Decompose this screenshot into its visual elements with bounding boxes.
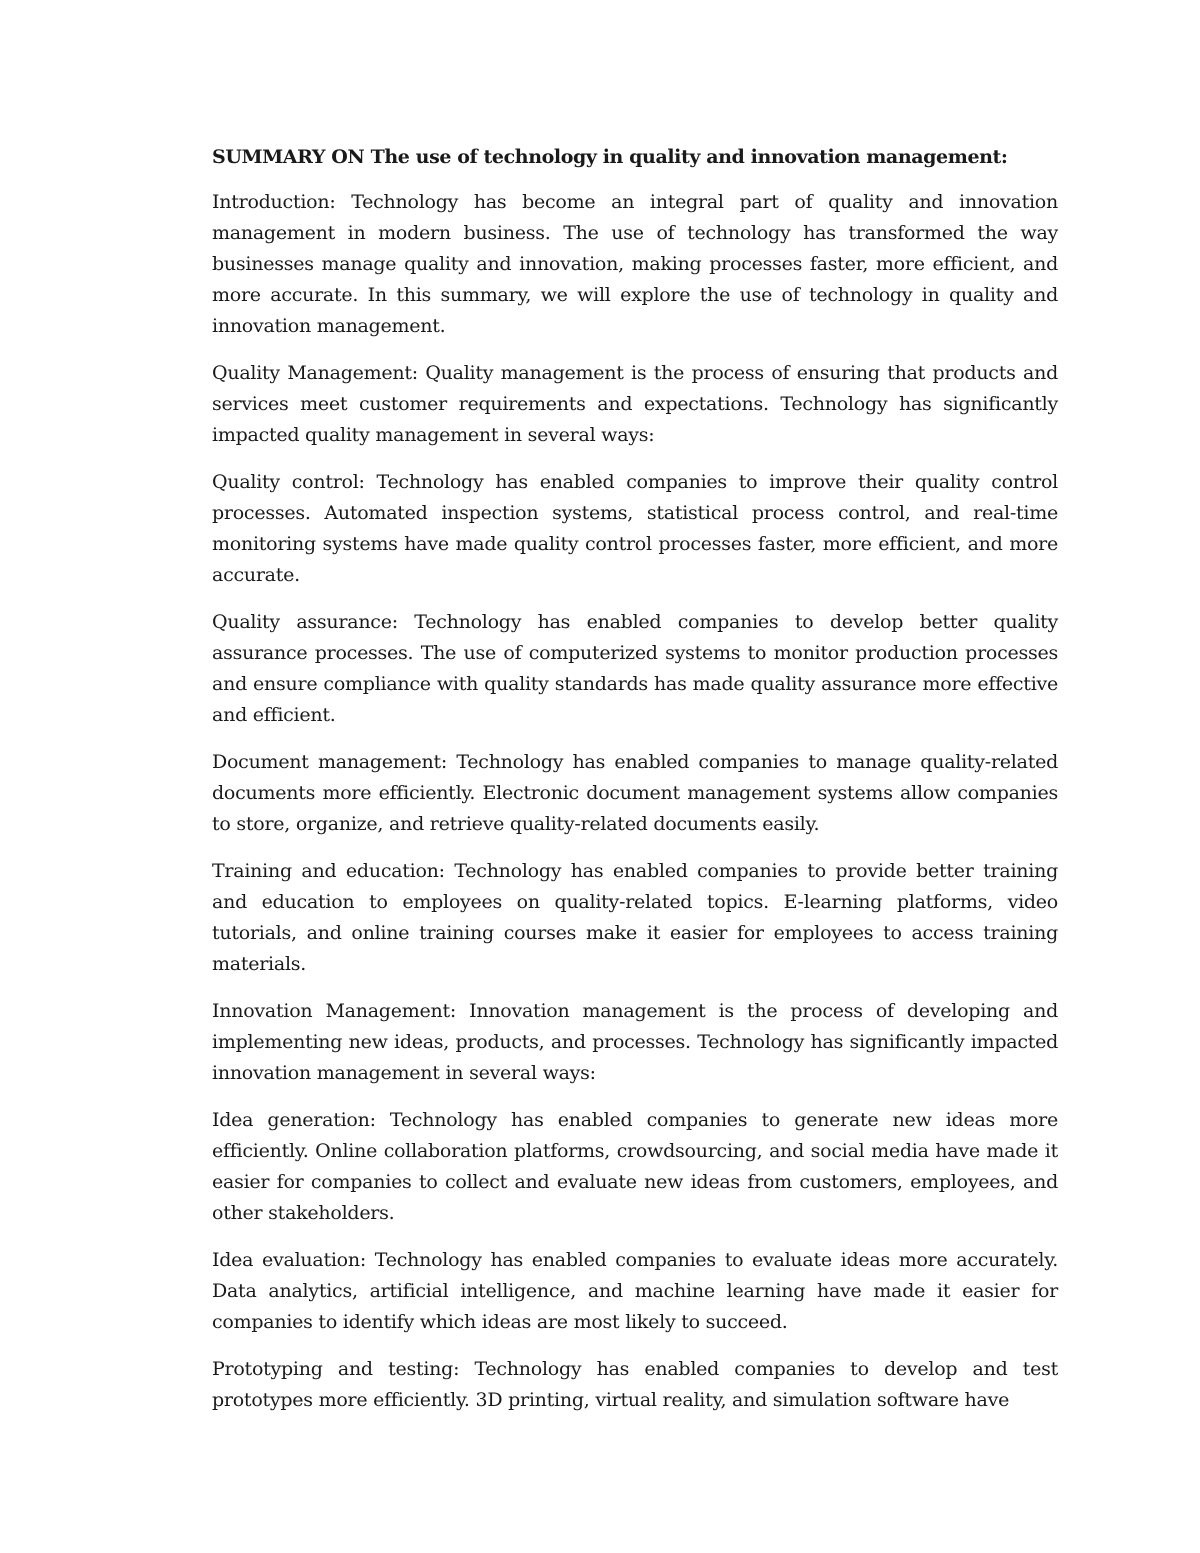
- document-body: [212, 142, 1058, 1432]
- paragraph-quality-control: Quality control: Technology has enabled companies to improve their quality control processes. Automated inspection systems, statistical process control, and real-time monitoring systems have made quality control processes faster, more efficient, and more accurate.: [212, 471, 1058, 586]
- document-title: SUMMARY ON The use of technology in quality and innovation management:: [212, 146, 1008, 168]
- paragraph-idea-evaluation: Idea evaluation: Technology has enabled companies to evaluate ideas more accurately. Data analytics, artificial intelligence, and machine learning have made it easier for companies to identify which ideas are most likely to succeed.: [212, 1249, 1058, 1333]
- paragraph-quality-assurance: Quality assurance: Technology has enabled companies to develop better quality assurance processes. The use of computerized systems to monitor production processes and ensure compliance with quality standards has made quality assurance more effective and efficient.: [212, 611, 1058, 726]
- paragraph-prototyping-testing: Prototyping and testing: Technology has enabled companies to develop and test prototypes more efficiently. 3D printing, virtual reality, and simulation software have: [212, 1358, 1058, 1411]
- paragraph-idea-generation: Idea generation: Technology has enabled companies to generate new ideas more efficiently. Online collaboration platforms, crowdsourcing, and social media have made it easier for companies to collect and evaluate new ideas from customers, employees, and other stakeholders.: [212, 1109, 1058, 1224]
- paragraph-training-education: Training and education: Technology has enabled companies to provide better training and education to employees on quality-related topics. E-learning platforms, video tutorials, and online training courses make it easier for employees to access training materials.: [212, 860, 1058, 975]
- paragraph-introduction: Introduction: Technology has become an integral part of quality and innovation management in modern business. The use of technology has transformed the way businesses manage quality and innovation, making processes faster, more efficient, and more accurate. In this summary, we will explore the use of technology in quality and innovation management.: [212, 191, 1058, 337]
- paragraph-document-management: Document management: Technology has enabled companies to manage quality-related documents more efficiently. Electronic document management systems allow companies to store, organize, and retrieve quality-related documents easily.: [212, 751, 1058, 835]
- paragraph-quality-management: Quality Management: Quality management is the process of ensuring that products and services meet customer requirements and expectations. Technology has significantly impacted quality management in several ways:: [212, 362, 1058, 446]
- paragraph-innovation-management: Innovation Management: Innovation management is the process of developing and implementing new ideas, products, and processes. Technology has significantly impacted innovation management in several ways:: [212, 1000, 1058, 1084]
